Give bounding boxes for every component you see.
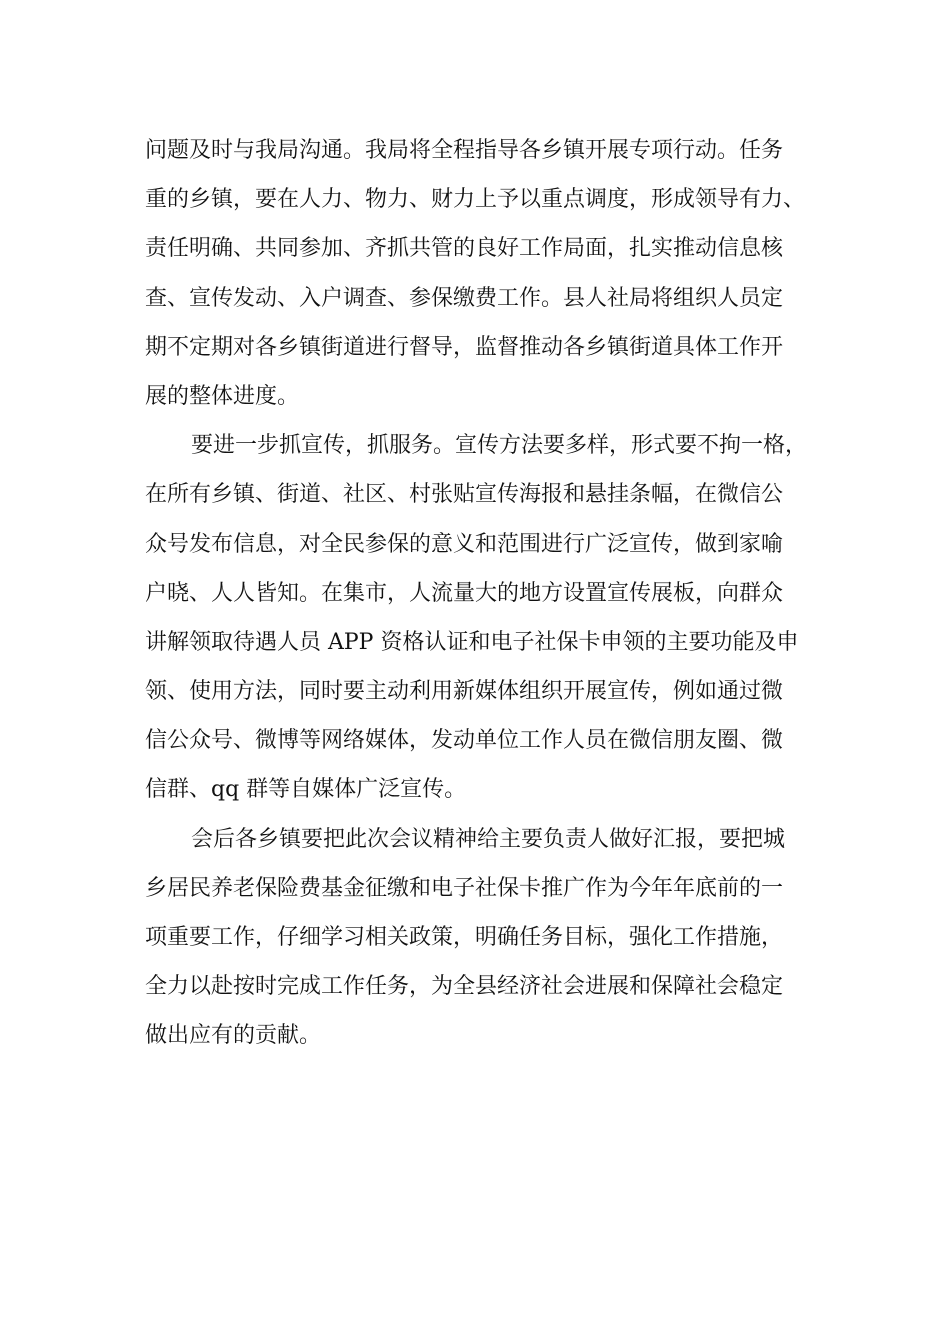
- text-line: 做出应有的贡献。: [145, 1023, 322, 1049]
- text-line: 领、使用方法，同时要主动利用新媒体组织开展宣传，例如通过微: [145, 679, 784, 705]
- text-line: 众号发布信息，对全民参保的意义和范围进行广泛宣传，做到家喻: [145, 531, 784, 557]
- paragraph-2: [145, 421, 825, 815]
- text-line: 户晓、人人皆知。在集市，人流量大的地方设置宣传展板，向群众: [145, 580, 784, 606]
- text-line: 项重要工作，仔细学习相关政策，明确任务目标，强化工作措施，: [145, 925, 784, 950]
- paragraph-3: [145, 815, 825, 1061]
- text-line: 会后各乡镇要把此次会议精神给主要负责人做好汇报，要把城: [191, 826, 786, 852]
- text-line: 在所有乡镇、街道、社区、村张贴宣传海报和悬挂条幅，在微信公: [145, 482, 784, 508]
- text-line: 要进一步抓宣传，抓服务。宣传方法要多样，形式要不拘一格，: [191, 433, 808, 459]
- text-line: 期不定期对各乡镇街道进行督导，监督推动各乡镇街道具体工作开: [145, 334, 784, 360]
- text-line: 查、宣传发动、入户调查、参保缴费工作。县人社局将组织人员定: [145, 285, 784, 311]
- text-line: 责任明确、共同参加、齐抓共管的良好工作局面，扎实推动信息核: [145, 236, 784, 262]
- text-line: 全力以赴按时完成工作任务，为全县经济社会进展和保障社会稳定: [145, 974, 784, 1000]
- text-line: 展的整体进度。: [145, 383, 300, 409]
- text-line: 重的乡镇，要在人力、物力、财力上予以重点调度，形成领导有力、: [145, 187, 806, 213]
- document-body: [145, 126, 825, 1061]
- text-line: 信群、qq 群等自媒体广泛宣传。: [145, 777, 467, 803]
- text-line: 信公众号、微博等网络媒体，发动单位工作人员在微信朋友圈、微: [145, 728, 784, 754]
- text-line: 讲解领取待遇人员 APP 资格认证和电子社保卡申领的主要功能及申: [145, 629, 799, 655]
- text-line: 乡居民养老保险费基金征缴和电子社保卡推广作为今年年底前的一: [145, 875, 784, 901]
- paragraph-1: [145, 126, 825, 421]
- text-line: 问题及时与我局沟通。我局将全程指导各乡镇开展专项行动。任务: [145, 138, 784, 163]
